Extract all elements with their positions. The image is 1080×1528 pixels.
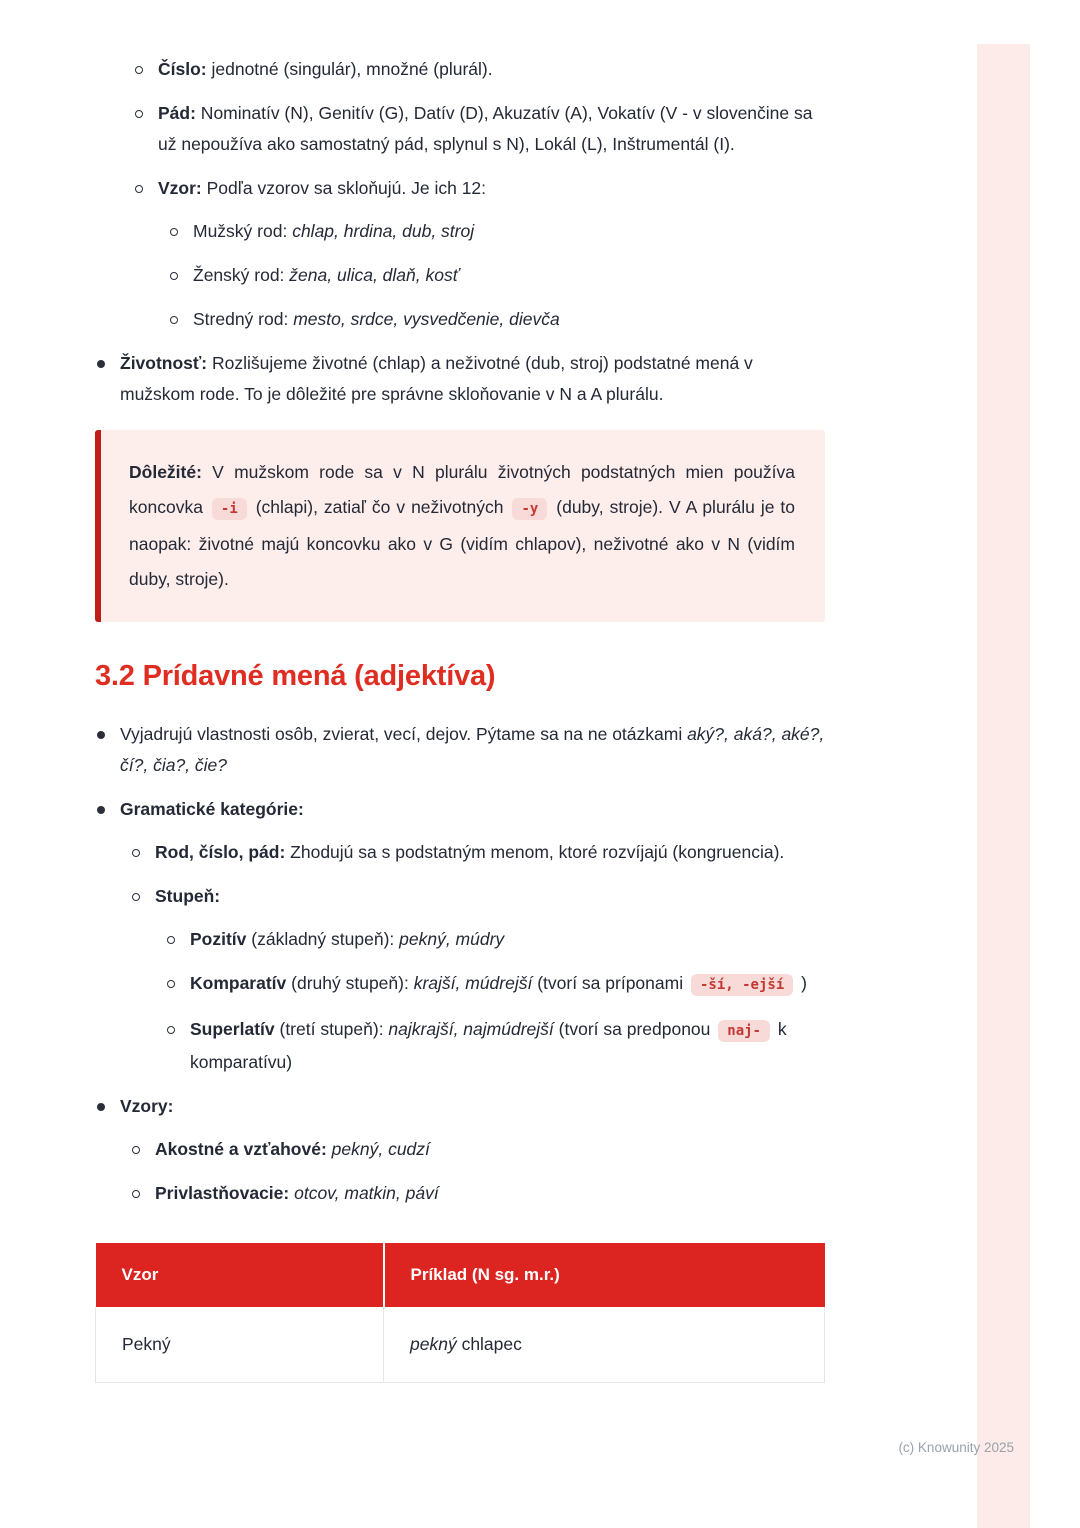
code-chip: -y: [512, 498, 547, 520]
table-header-cell-priklad: Príklad (N sg. m.r.): [384, 1243, 825, 1307]
section-heading: 3.2 Prídavné mená (adjektíva): [95, 660, 496, 692]
list-item: Privlastňovacie: otcov, matkin, páví: [130, 1178, 825, 1209]
list-item-text: Gramatické kategórie:: [120, 799, 304, 819]
list-item: Superlatív (tretí stupeň): najkrajší, najmúdrejší (tvorí sa predponou naj- k komparatívu): [165, 1014, 825, 1078]
code-chip: -ší, -ejší: [691, 974, 793, 996]
table-header-cell-vzor: Vzor: [96, 1243, 384, 1307]
list-item: Rod, číslo, pád: Zhodujú sa s podstatným menom, ktoré rozvíjajú (kongruencia).: [130, 837, 825, 868]
page-content: [95, 0, 825, 1383]
page-edge-stripe: [977, 44, 1030, 1528]
list-item: Mužský rod: chlap, hrdina, dub, stroj: [168, 216, 825, 247]
gender-patterns-list: [168, 216, 825, 335]
list-item: Pozitív (základný stupeň): pekný, múdry: [165, 924, 825, 955]
table-header-row: [96, 1243, 825, 1307]
table-body: [96, 1307, 825, 1383]
list-item-text: Stupeň:: [155, 886, 221, 906]
list-item: Vyjadrujú vlastnosti osôb, zvierat, vecí, dejov. Pýtame sa na ne otázkami aký?, aká?, aké?, čí?, čia?, čie?: [95, 719, 825, 781]
list-item: [130, 881, 825, 1078]
table-cell: Pekný: [96, 1307, 384, 1383]
list-item: Pád: Nominatív (N), Genitív (G), Datív (D), Akuzatív (A), Vokatív (V - v slovenčine sa už nepoužíva ako samostatný pád, splynul s N), Lokál (L), Inštrumentál (I).: [133, 98, 825, 160]
noun-main-list: [95, 348, 825, 410]
table-head: [96, 1243, 825, 1307]
list-item: [95, 1091, 825, 1209]
list-item-text: Vzory:: [120, 1096, 174, 1116]
patterns-table: [95, 1243, 825, 1383]
copyright-note: (c) Knowunity 2025: [898, 1440, 1014, 1455]
adjectives-list: [95, 719, 825, 1209]
list-item-text: Vzor: Podľa vzorov sa skloňujú. Je ich 12:: [158, 178, 487, 198]
list-item: Životnosť: Rozlišujeme životné (chlap) a neživotné (dub, stroj) podstatné mená v mužskom rode. To je dôležité pre správne skloňovanie v N a A plurálu.: [95, 348, 825, 410]
list-item: [133, 173, 825, 335]
list-item: Akostné a vzťahové: pekný, cudzí: [130, 1134, 825, 1165]
list-item: [95, 794, 825, 1078]
callout-text: Dôležité: V mužskom rode sa v N plurálu životných podstatných mien používa koncovka -i (chlapi), zatiaľ čo v neživotných -y (duby, stroje). V A plurálu je to naopak: životné majú koncovku ako v G (vidím chlapov), neživotné ako v N (vidím duby, stroje).: [129, 462, 795, 589]
list-item: Číslo: jednotné (singulár), množné (plurál).: [133, 54, 825, 85]
grammar-categories-list: [130, 837, 825, 1078]
adjective-patterns-list: [130, 1134, 825, 1209]
list-item: Komparatív (druhý stupeň): krajší, múdrejší (tvorí sa príponami -ší, -ejší ): [165, 968, 825, 1001]
code-chip: naj-: [718, 1020, 770, 1042]
noun-attributes-list: [133, 54, 825, 335]
list-item: Stredný rod: mesto, srdce, vysvedčenie, dievča: [168, 304, 825, 335]
code-chip: -i: [212, 498, 247, 520]
important-callout: [95, 430, 825, 622]
degrees-list: [165, 924, 825, 1078]
list-item: Ženský rod: žena, ulica, dlaň, kosť: [168, 260, 825, 291]
table-cell: pekný chlapec: [384, 1307, 825, 1383]
table-row: [96, 1307, 825, 1383]
